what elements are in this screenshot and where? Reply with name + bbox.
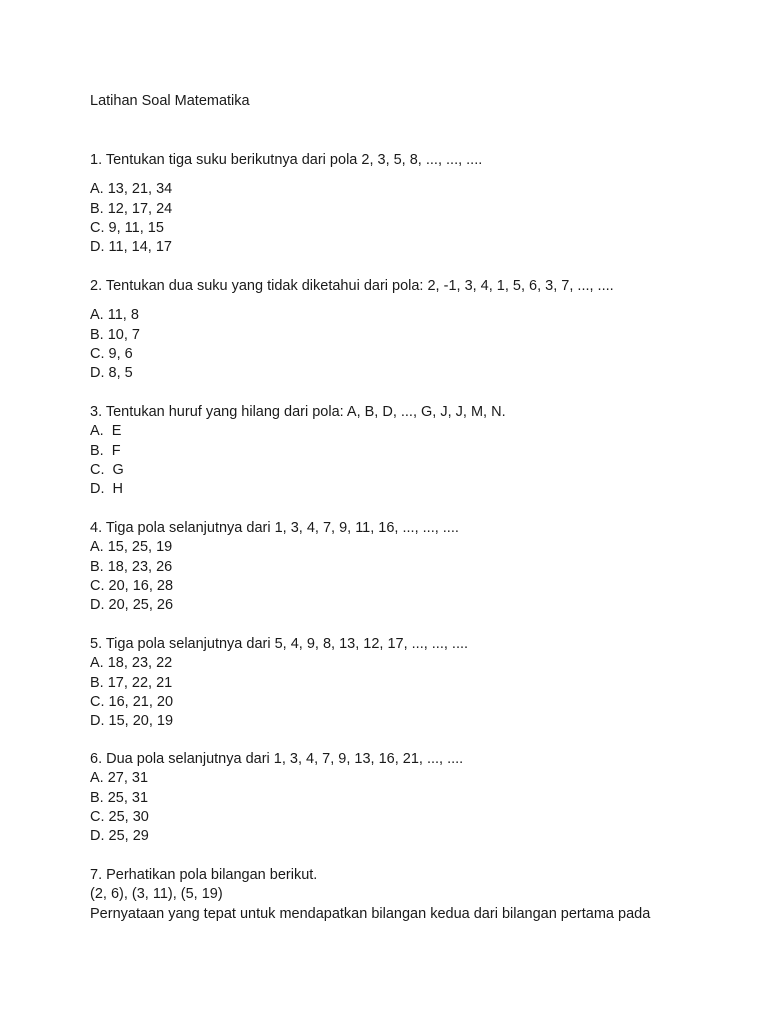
option-b: B. 12, 17, 24 — [90, 200, 173, 217]
question-text: 6. Dua pola selanjutnya dari 1, 3, 4, 7, 9, 13, 16, 21, ..., .... — [90, 751, 464, 767]
question-text: 2. Tentukan dua suku yang tidak diketahui dari pola: 2, -1, 3, 4, 1, 5, 6, 3, 7, ..., .... — [90, 278, 614, 294]
option-c: C. 9, 6 — [90, 345, 133, 362]
option-d: D. 11, 14, 17 — [90, 239, 172, 256]
option-a: A. 18, 23, 22 — [90, 655, 173, 672]
option-a: A. 27, 31 — [90, 770, 149, 787]
option-b: B. 18, 23, 26 — [90, 558, 173, 575]
question-text: 4. Tiga pola selanjutnya dari 1, 3, 4, 7, 9, 11, 16, ..., ..., .... — [90, 520, 459, 536]
option-a: A. 11, 8 — [90, 307, 139, 324]
question-2 — [90, 277, 730, 383]
option-c: C. G — [90, 461, 124, 478]
option-c: C. 25, 30 — [90, 808, 149, 825]
option-d: D. 20, 25, 26 — [90, 597, 174, 614]
option-b: B. 25, 31 — [90, 789, 149, 806]
question-text: 3. Tentukan huruf yang hilang dari pola: A, B, D, ..., G, J, J, M, N. — [90, 404, 506, 420]
question-5 — [90, 635, 730, 731]
option-d: D. 15, 20, 19 — [90, 713, 174, 730]
option-d: D. 8, 5 — [90, 365, 133, 382]
option-b: B. 10, 7 — [90, 326, 140, 343]
option-a: A. 15, 25, 19 — [90, 539, 173, 556]
question-7 — [90, 866, 730, 924]
option-c: C. 20, 16, 28 — [90, 577, 174, 594]
option-a: A. 13, 21, 34 — [90, 181, 173, 198]
question-text: 1. Tentukan tiga suku berikutnya dari pola 2, 3, 5, 8, ..., ..., .... — [90, 152, 483, 168]
statement-text: Pernyataan yang tepat untuk mendapatkan bilangan kedua dari bilangan pertama pada — [90, 905, 651, 922]
option-c: C. 16, 21, 20 — [90, 693, 174, 710]
question-1 — [90, 151, 730, 257]
option-d: D. H — [90, 481, 124, 498]
option-b: B. F — [90, 442, 121, 459]
option-c: C. 9, 11, 15 — [90, 219, 164, 236]
option-b: B. 17, 22, 21 — [90, 674, 173, 691]
question-text: 7. Perhatikan pola bilangan berikut. — [90, 867, 318, 883]
question-text: 5. Tiga pola selanjutnya dari 5, 4, 9, 8, 13, 12, 17, ..., ..., .... — [90, 636, 469, 652]
question-4 — [90, 519, 730, 615]
question-6 — [90, 750, 730, 846]
number-pairs: (2, 6), (3, 11), (5, 19) — [90, 886, 223, 903]
option-a: A. E — [90, 423, 122, 440]
option-d: D. 25, 29 — [90, 828, 149, 845]
question-3 — [90, 403, 730, 499]
document-title: Latihan Soal Matematika — [90, 93, 250, 109]
